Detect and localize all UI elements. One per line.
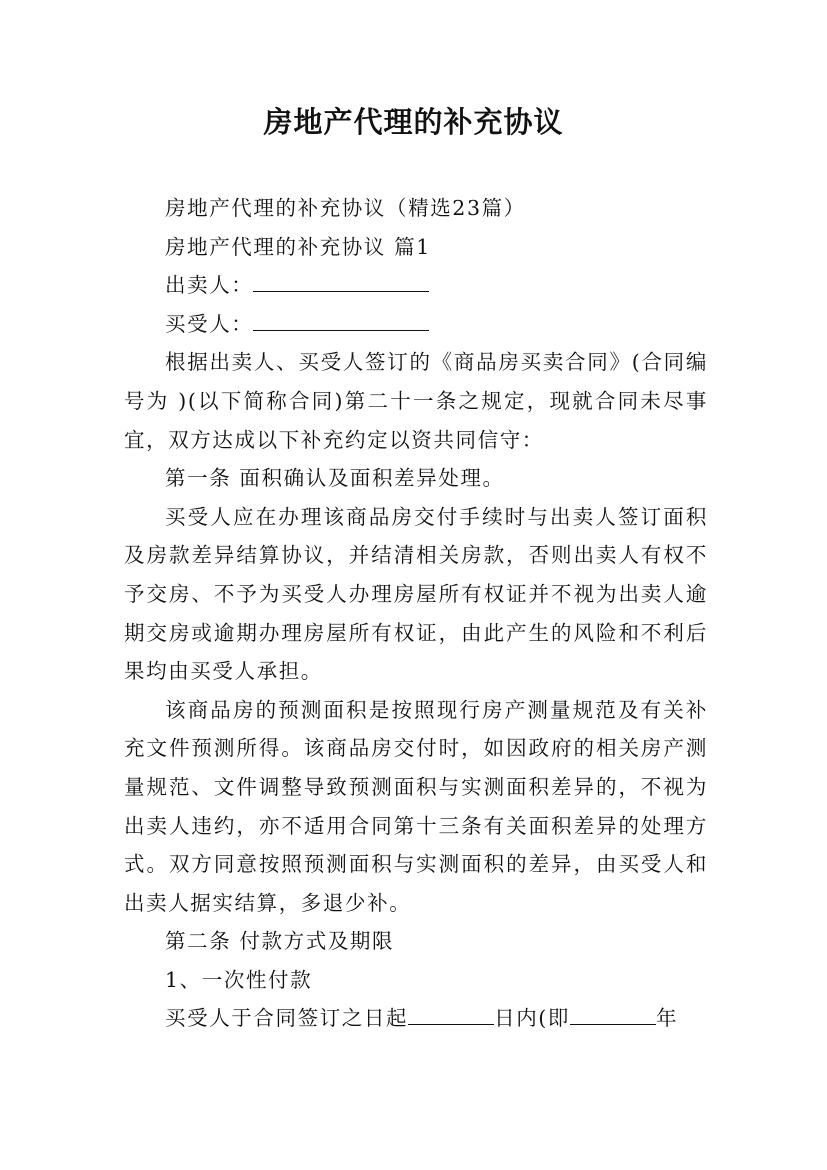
article-1-paragraph-2: 该商品房的预测面积是按照现行房产测量规范及有关补充文件预测所得。该商品房交付时，如因政府的相关房产测量规范、文件调整导致预测面积与实测面积差异的，不视为出卖人违约，亦不适用合同第十三条有关面积差异的处理方式。双方同意按照预测面积与实测面积的差异，由买受人和出卖人据实结算，多退少补。 — [124, 697, 708, 915]
buyer-blank-line — [253, 308, 429, 331]
days-blank-line — [408, 1002, 494, 1025]
document-title: 房地产代理的补充协议 — [263, 105, 564, 139]
article-1-paragraph-1: 买受人应在办理该商品房交付手续时与出卖人签订面积及房款差异结算协议，并结清相关房款，否则出卖人有权不予交房、不予为买受人办理房屋所有权证并不视为出卖人逾期交房或逾期办理房屋所有权证，由此产生的风险和不利后果均由买受人承担。 — [124, 504, 708, 684]
item-1-paragraph-1 — [124, 999, 708, 1038]
item-1-heading: 1、一次性付款 — [165, 967, 313, 992]
year-blank-line — [570, 1002, 656, 1025]
buyer-label: 买受人： — [165, 311, 254, 336]
article-2-heading: 第二条 付款方式及期限 — [165, 929, 395, 954]
document-body — [124, 189, 708, 1038]
buyer-line — [124, 305, 708, 344]
item-1-text-b: 日内(即 — [494, 1006, 571, 1031]
seller-blank-line — [253, 269, 429, 292]
seller-line — [124, 266, 708, 305]
item-1-text-a: 买受人于合同签订之日起 — [165, 1006, 409, 1031]
chapter-heading: 房地产代理的补充协议 篇1 — [165, 234, 431, 259]
subtitle-paragraph: 房地产代理的补充协议（精选23篇） — [165, 196, 526, 220]
seller-label: 出卖人： — [165, 273, 254, 298]
article-1-heading: 第一条 面积确认及面积差异处理。 — [165, 466, 505, 491]
intro-paragraph: 根据出卖人、买受人签订的《商品房买卖合同》(合同编号为 )(以下简称合同)第二十一条之规定，现就合同未尽事宜，双方达成以下补充约定以资共同信守： — [124, 350, 708, 452]
item-1-text-c: 年 — [656, 1006, 679, 1031]
